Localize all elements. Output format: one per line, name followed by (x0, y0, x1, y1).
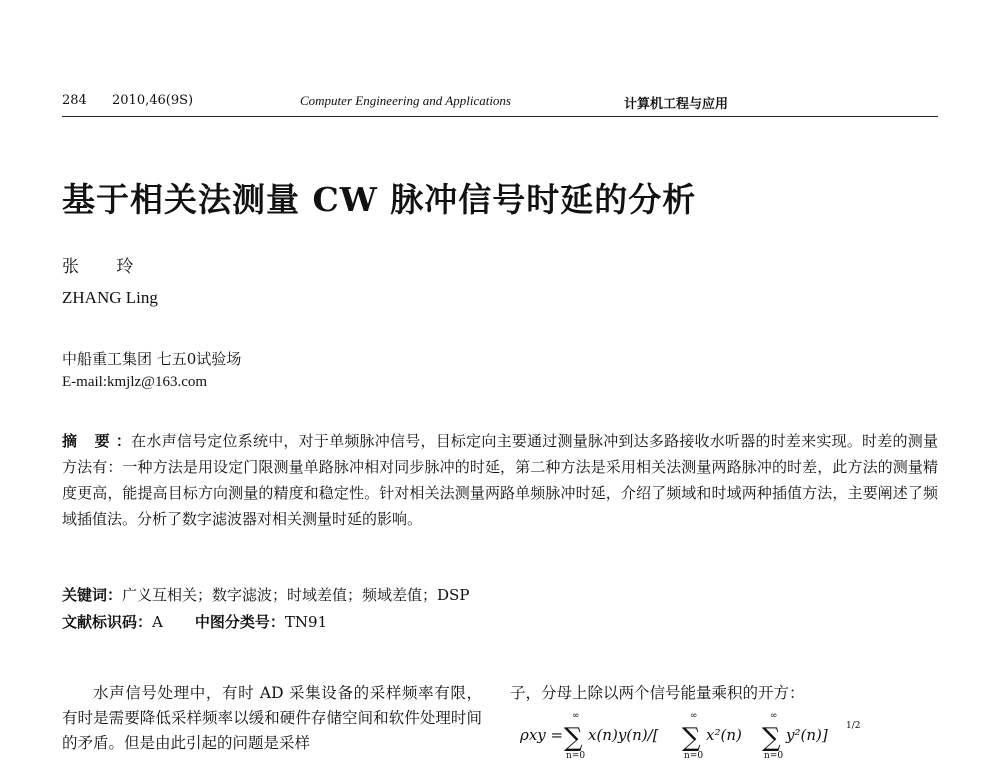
keywords-text: 广义互相关；数字滤波；时域差值；频域差值；DSP (122, 586, 470, 604)
formula-exponent: 1/2 (846, 721, 861, 731)
journal-name-en: Computer Engineering and Applications (300, 93, 511, 108)
abstract-text: 在水声信号定位系统中，对于单频脉冲信号，目标定向主要通过测量脉冲到达多路接收水听器的时差来实现。时差的测量方法有：一种方法是用设定门限测量单路脉冲相对同步脉冲的时延，第二种方法是采用相关法测量两路脉冲的时差，此方法的测量精度更高，能提高目标方向测量的精度和稳定性。针对相关法测量两路单频脉冲时延，介绍了频域和时域两种插值方法，主要阐述了频域插值法。分析了数字滤波器对相关测量时延的影响。 (62, 432, 938, 528)
header-rule (62, 116, 938, 117)
doc-code-label: 文献标识码 (62, 613, 138, 631)
abstract-label: 摘 要 (62, 432, 116, 450)
sum-symbol-3: ∑ (762, 723, 781, 753)
page-number: 284 (62, 93, 87, 108)
clc-label: 中图分类号 (194, 613, 270, 631)
abstract: 摘 要：在水声信号定位系统中，对于单频脉冲信号，目标定向主要通过测量脉冲到达多路接收水听器的时差来实现。时差的测量方法有：一种方法是用设定门限测量单路脉冲相对同步脉冲的时延，第二种方法是采用相关法测量两路脉冲的时差，此方法的测量精度更高，能提高目标方向测量的精度和稳定性。针对相关法测量两路单频脉冲时延，介绍了频域和时域两种插值方法，主要阐述了频域插值法。分析了数字滤波器对相关测量时延的影响。 (62, 432, 938, 528)
sum-lower-1: n=0 (566, 751, 586, 760)
author-name-cn: 张 玲 (62, 257, 150, 277)
sum-symbol-1: ∑ (564, 723, 583, 753)
keywords-label: 关键词 (62, 586, 108, 604)
formula-lhs: ρxy = (520, 726, 564, 744)
doc-code-value: A (152, 613, 163, 631)
sum-lower-2: n=0 (684, 751, 704, 760)
sum-upper-1: ∞ (572, 711, 580, 721)
formula-term-2: x²(n) (706, 726, 742, 744)
paper-title: 基于相关法测量 CW 脉冲信号时延的分析 (62, 180, 697, 219)
body-column-left: 水声信号处理中，有时 AD 采集设备的采样频率有限，有时是需要降低采样频率以缓和硬件存储空间和软件处理时间的矛盾。但是由此引起的问题是采样 (62, 684, 482, 752)
clc-value: TN91 (284, 613, 328, 631)
journal-name-cn: 计算机工程与应用 (624, 97, 729, 112)
keywords: 关键词：广义互相关；数字滤波；时域差值；频域差值；DSP (62, 586, 470, 604)
correlation-formula (520, 710, 940, 760)
sum-upper-2: ∞ (690, 711, 698, 721)
author-email: E-mail:kmjlz@163.com (62, 374, 208, 390)
sum-upper-3: ∞ (770, 711, 778, 721)
body-column-right: 子，分母上除以两个信号能量乘积的开方： (510, 684, 805, 702)
author-affiliation: 中船重工集团 七五0试验场 (62, 350, 242, 368)
formula-term-3: y²(n)] (786, 726, 828, 744)
formula-term-1: x(n)y(n)/[ (588, 726, 659, 744)
volume-issue: 2010,46(9S) (112, 93, 194, 108)
sum-lower-3: n=0 (764, 751, 784, 760)
author-name-en: ZHANG Ling (62, 288, 158, 307)
sum-symbol-2: ∑ (682, 723, 701, 753)
classification-line: 文献标识码：A 中图分类号：TN91 (62, 613, 328, 631)
page-header (62, 93, 938, 115)
